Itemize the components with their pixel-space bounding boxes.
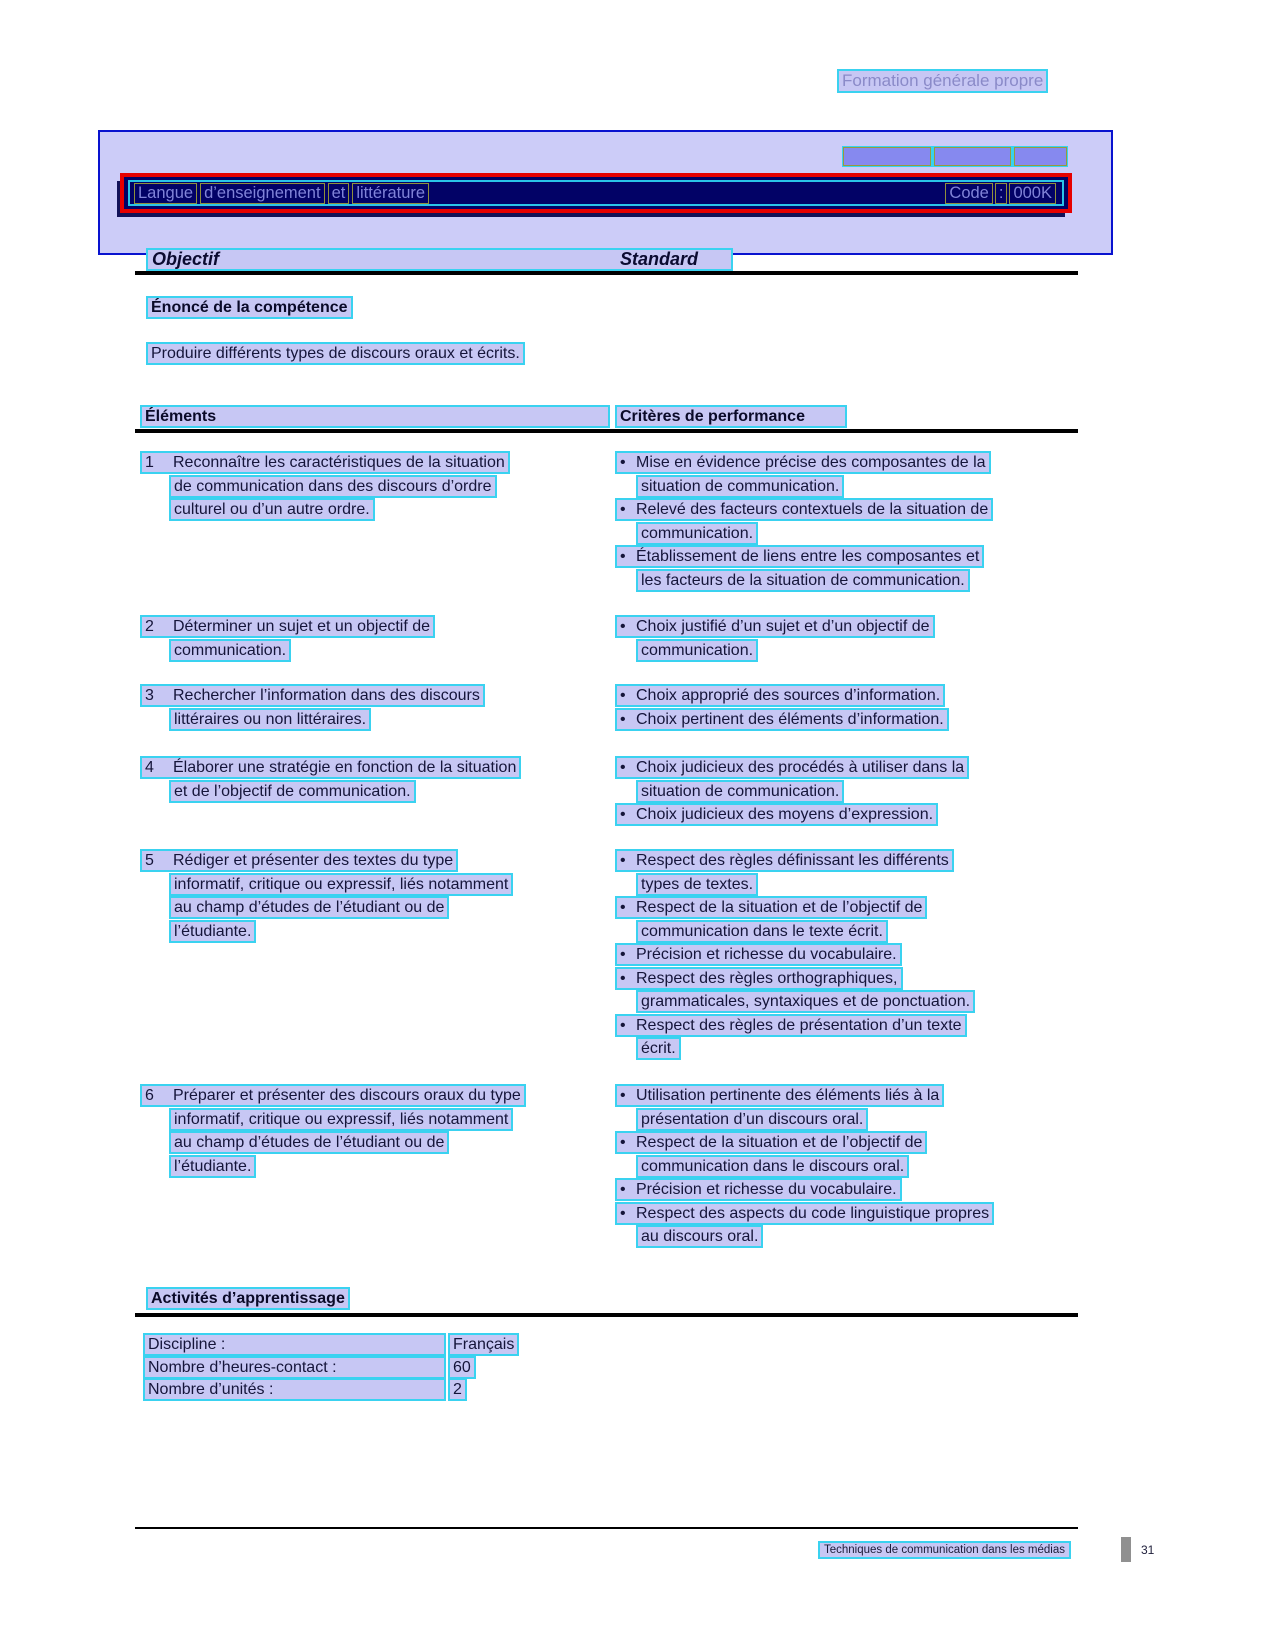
bullet-icon: • xyxy=(620,548,626,565)
element-cell xyxy=(140,756,610,803)
bullet-icon: • xyxy=(620,501,626,518)
criteria-cell xyxy=(615,1084,1080,1249)
bullet-icon: • xyxy=(620,806,626,823)
ocr-highlight xyxy=(140,615,435,638)
element-number: 3 xyxy=(145,687,154,704)
element-text: Élaborer une stratégie en fonction de la situation xyxy=(173,759,517,776)
element-cell xyxy=(140,684,610,731)
element-text: et de l’objectif de communication. xyxy=(169,780,416,803)
horizontal-rule xyxy=(135,271,1078,275)
ocr-highlight xyxy=(615,1084,944,1107)
course-title-bar xyxy=(120,173,1072,213)
ocr-highlight xyxy=(615,756,969,779)
bullet-icon: • xyxy=(620,1134,626,1151)
criterion-text: Respect de la situation et de l’objectif de xyxy=(636,1134,923,1151)
ocr-highlight xyxy=(140,756,521,779)
competence-heading: Énoncé de la compétence xyxy=(146,296,353,319)
ocr-highlight xyxy=(615,943,902,966)
criterion-text: Précision et richesse du vocabulaire. xyxy=(636,946,897,963)
criterion-text: Choix approprié des sources d’information. xyxy=(636,687,941,704)
horizontal-rule xyxy=(135,429,1078,433)
bullet-icon: • xyxy=(620,969,626,987)
element-cell xyxy=(140,615,610,662)
elements-header: Éléments xyxy=(140,405,610,428)
activities-section xyxy=(146,1287,350,1310)
element-text: au champ d’études de l’étudiant ou de xyxy=(169,1131,449,1154)
criterion-text: grammaticales, syntaxiques et de ponctuation. xyxy=(636,990,975,1013)
criteria-header: Critères de performance xyxy=(615,405,847,428)
page-footer xyxy=(818,1537,1154,1562)
title-word: Langue xyxy=(134,183,197,204)
criterion-text: Relevé des facteurs contextuels de la situation de xyxy=(636,501,989,518)
bullet-icon: • xyxy=(620,710,626,728)
element-cell xyxy=(140,1084,610,1178)
activities-fields xyxy=(143,1333,519,1401)
criterion-text: Choix judicieux des procédés à utiliser dans la xyxy=(636,759,965,776)
element-cell xyxy=(140,451,610,522)
tag-text: Formation générale propre xyxy=(837,69,1048,93)
ocr-highlight xyxy=(615,451,991,474)
ocr-highlight xyxy=(615,849,954,872)
criterion-text: Établissement de liens entre les composantes et xyxy=(636,548,980,565)
element-number: 1 xyxy=(145,454,154,471)
bullet-icon: • xyxy=(620,1181,626,1198)
element-text: Rédiger et présenter des textes du type xyxy=(173,852,454,869)
competence-section xyxy=(146,296,353,319)
field-row xyxy=(143,1356,519,1379)
element-number: 2 xyxy=(145,618,154,635)
ocr-box xyxy=(843,147,931,166)
ocr-highlight xyxy=(615,545,984,568)
field-row xyxy=(143,1378,519,1401)
code-separator: : xyxy=(995,183,1008,204)
element-text: au champ d’études de l’étudiant ou de xyxy=(169,896,449,919)
criterion-text: communication. xyxy=(636,639,758,662)
ocr-highlight xyxy=(140,849,458,872)
competence-statement-row xyxy=(146,342,525,365)
bullet-icon: • xyxy=(620,1016,626,1034)
course-title xyxy=(134,183,432,204)
element-number: 4 xyxy=(145,759,154,776)
element-text: l’étudiante. xyxy=(169,920,256,943)
element-text: communication. xyxy=(169,639,291,662)
bullet-icon: • xyxy=(620,852,626,869)
title-word: littérature xyxy=(352,183,429,204)
field-value: 60 xyxy=(448,1356,476,1379)
criterion-text: situation de communication. xyxy=(636,475,844,498)
criterion-text: Précision et richesse du vocabulaire. xyxy=(636,1181,897,1198)
criteria-cell xyxy=(615,615,1080,662)
criterion-text: types de textes. xyxy=(636,873,758,896)
ocr-highlight xyxy=(615,684,945,707)
title-word: d’enseignement xyxy=(200,183,325,204)
criterion-text: Mise en évidence précise des composantes de la xyxy=(636,454,986,471)
ocr-highlight xyxy=(140,684,485,707)
criterion-text: Respect des règles orthographiques, xyxy=(636,969,898,987)
criteria-cell xyxy=(615,684,1080,731)
ocr-highlight xyxy=(140,1084,526,1107)
ocr-highlight xyxy=(140,451,510,474)
element-text: Reconnaître les caractéristiques de la situation xyxy=(173,454,505,471)
ocr-highlight xyxy=(615,498,993,521)
element-text: de communication dans des discours d’ordre xyxy=(169,475,497,498)
ocr-highlight xyxy=(615,1131,927,1154)
footer-text: Techniques de communication dans les médias xyxy=(818,1541,1071,1559)
element-text: informatif, critique ou expressif, liés notamment xyxy=(169,873,513,896)
page-header-tag xyxy=(837,69,1048,93)
field-label: Nombre d’unités : xyxy=(143,1378,446,1401)
criterion-text: présentation d’un discours oral. xyxy=(636,1108,868,1131)
ocr-highlight xyxy=(615,708,949,731)
criterion-text: Utilisation pertinente des éléments liés à la xyxy=(636,1087,940,1104)
criterion-text: Respect des aspects du code linguistique propres xyxy=(636,1204,990,1222)
course-code xyxy=(945,183,1058,204)
criterion-text: Respect de la situation et de l’objectif de xyxy=(636,899,923,916)
activities-heading: Activités d’apprentissage xyxy=(146,1287,350,1310)
criterion-text: communication dans le texte écrit. xyxy=(636,920,888,943)
ocr-highlight xyxy=(615,1014,967,1037)
bullet-icon: • xyxy=(620,946,626,963)
element-cell xyxy=(140,849,610,943)
criterion-text: communication dans le discours oral. xyxy=(636,1155,909,1178)
competence-statement: Produire différents types de discours oraux et écrits. xyxy=(146,342,525,365)
objectif-header: Objectif xyxy=(152,249,220,269)
elements-header-row xyxy=(140,405,610,428)
standard-header: Standard xyxy=(620,249,699,269)
criteria-cell xyxy=(615,756,1080,827)
field-value: Français xyxy=(448,1333,519,1356)
element-text: Déterminer un sujet et un objectif de xyxy=(173,618,431,635)
criteria-cell xyxy=(615,451,1080,592)
bullet-icon: • xyxy=(620,1204,626,1222)
ocr-highlight xyxy=(615,1178,902,1201)
criteria-cell xyxy=(615,849,1080,1061)
ocr-highlight xyxy=(615,967,903,990)
title-word: et xyxy=(328,183,350,204)
bullet-icon: • xyxy=(620,687,626,704)
footer-divider-block xyxy=(1121,1537,1131,1562)
criterion-text: Choix judicieux des moyens d’expression. xyxy=(636,806,934,823)
criterion-text: Respect des règles définissant les différents xyxy=(636,852,949,869)
code-value: 000K xyxy=(1009,183,1056,204)
footer-rule xyxy=(135,1527,1078,1529)
ocr-box xyxy=(934,147,1011,166)
element-text: culturel ou d’un autre ordre. xyxy=(169,498,375,521)
bullet-icon: • xyxy=(620,618,626,635)
element-number: 5 xyxy=(145,852,154,869)
bullet-icon: • xyxy=(620,759,626,776)
ocr-mini-boxes xyxy=(842,146,1068,167)
bullet-icon: • xyxy=(620,1087,626,1104)
horizontal-rule xyxy=(135,1313,1078,1317)
ocr-highlight xyxy=(615,803,938,826)
criterion-text: Respect des règles de présentation d’un texte xyxy=(636,1016,962,1034)
bullet-icon: • xyxy=(620,454,626,471)
criterion-text: Choix pertinent des éléments d’information. xyxy=(636,710,944,728)
field-value: 2 xyxy=(448,1378,467,1401)
element-text: l’étudiante. xyxy=(169,1155,256,1178)
ocr-highlight xyxy=(615,615,935,638)
element-text: Préparer et présenter des discours oraux du type xyxy=(173,1087,521,1104)
element-number: 6 xyxy=(145,1087,154,1104)
field-label: Discipline : xyxy=(143,1333,446,1356)
column-headers-bar xyxy=(146,248,733,271)
element-text: informatif, critique ou expressif, liés notamment xyxy=(169,1108,513,1131)
criterion-text: Choix justifié d’un sujet et d’un objectif de xyxy=(636,618,930,635)
criterion-text: au discours oral. xyxy=(636,1225,763,1248)
bullet-icon: • xyxy=(620,899,626,916)
element-text: littéraires ou non littéraires. xyxy=(169,708,371,731)
ocr-highlight xyxy=(615,896,927,919)
course-title-line xyxy=(128,180,1064,206)
field-row xyxy=(143,1333,519,1356)
title-header-box xyxy=(98,130,1113,255)
code-label: Code xyxy=(945,183,992,204)
page-number: 31 xyxy=(1141,1543,1155,1557)
element-text: Rechercher l’information dans des discours xyxy=(173,687,480,704)
criterion-text: les facteurs de la situation de communication. xyxy=(636,569,970,592)
criteria-header-row xyxy=(615,405,847,428)
field-label: Nombre d’heures-contact : xyxy=(143,1356,446,1379)
criterion-text: écrit. xyxy=(636,1037,681,1060)
ocr-box xyxy=(1014,147,1067,166)
criterion-text: communication. xyxy=(636,522,758,545)
criterion-text: situation de communication. xyxy=(636,780,844,803)
ocr-highlight xyxy=(615,1202,994,1225)
